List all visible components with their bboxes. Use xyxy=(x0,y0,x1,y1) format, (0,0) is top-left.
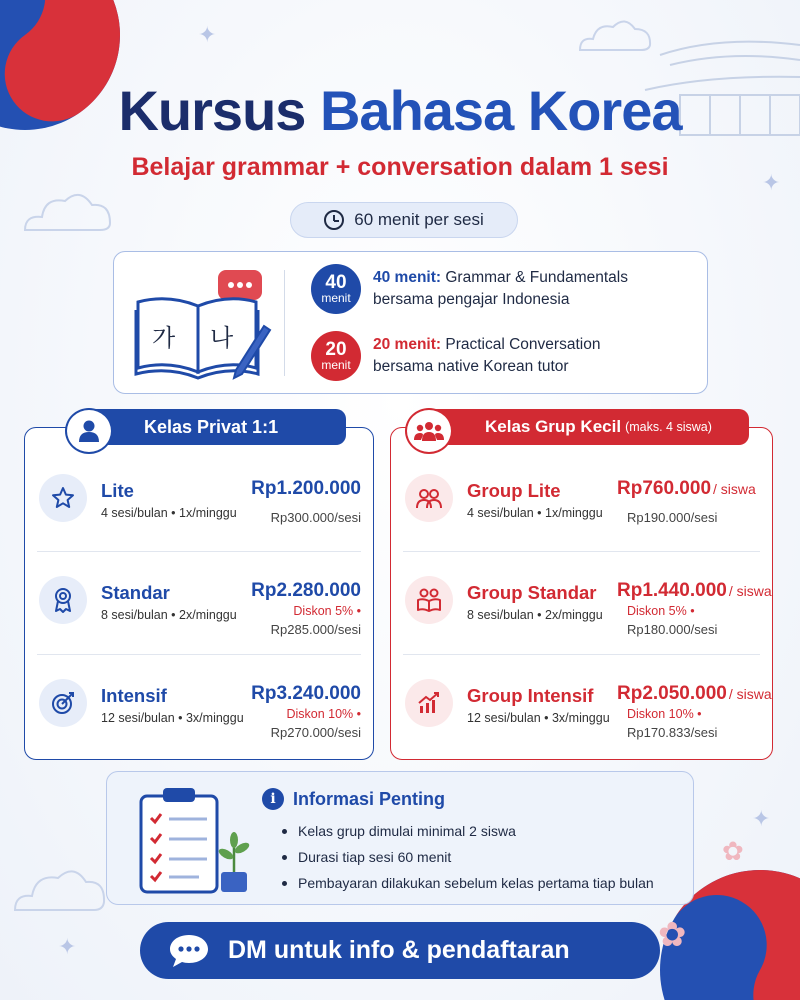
duration-text: 60 menit per sesi xyxy=(354,210,484,229)
cloud-icon xyxy=(20,185,115,235)
plan-unit-price: Rp270.000/sesi xyxy=(270,725,361,740)
plan-row-group-intensif xyxy=(403,655,772,755)
plan-name: Group Standar xyxy=(467,582,597,603)
title-part-2: Bahasa Korea xyxy=(319,79,682,142)
session-breakdown xyxy=(113,251,708,394)
book-people-icon xyxy=(405,576,453,624)
plan-name: Intensif xyxy=(101,685,167,706)
plan-discount: Diskon 10% • xyxy=(627,707,702,721)
clipboard-checklist-icon xyxy=(129,784,259,896)
flower-icon: ✿ xyxy=(722,836,744,866)
page-title xyxy=(0,78,800,143)
breakdown-item-conversation xyxy=(311,331,600,381)
info-header xyxy=(262,788,445,810)
plan-name: Standar xyxy=(101,582,170,603)
people-icon xyxy=(405,474,453,522)
award-icon xyxy=(39,576,87,624)
breakdown-label: 20 menit: xyxy=(373,336,442,353)
per-student-label: / siswa xyxy=(728,583,772,599)
breakdown-item-grammar xyxy=(311,264,628,314)
hangul-na: 나 xyxy=(210,324,234,352)
plan-frequency: 8 sesi/bulan • 2x/minggu xyxy=(101,608,237,622)
book-pen-icon xyxy=(128,262,273,386)
plan-frequency: 4 sesi/bulan • 1x/minggu xyxy=(467,506,603,520)
minutes-badge: 20 menit xyxy=(311,331,361,381)
breakdown-label: 40 menit: xyxy=(373,269,442,286)
people-group-icon xyxy=(405,408,453,454)
plan-discount: Diskon 5% • xyxy=(627,604,695,618)
plan-row-standar xyxy=(37,552,361,652)
divider xyxy=(284,270,285,376)
important-info-box xyxy=(106,771,694,905)
sparkle-icon: ✦ xyxy=(762,170,781,195)
sparkle-icon: ✦ xyxy=(198,22,217,47)
plan-price-line xyxy=(617,478,756,500)
plan-price: Rp3.240.000 xyxy=(251,683,361,704)
target-icon xyxy=(39,679,87,727)
breakdown-title: Practical Conversation xyxy=(445,336,601,353)
info-list xyxy=(282,818,654,896)
minutes-badge: 40 menit xyxy=(311,264,361,314)
plan-unit-price: Rp170.833/sesi xyxy=(627,725,718,740)
group-title: Kelas Grup Kecil xyxy=(485,417,622,436)
hangul-ga: 가 xyxy=(152,324,176,352)
group-pricing-card xyxy=(390,417,773,760)
list-item: Kelas grup dimulai minimal 2 siswa xyxy=(282,818,654,844)
breakdown-title: Grammar & Fundamentals xyxy=(445,269,628,286)
plan-price: Rp2.280.000 xyxy=(251,580,361,601)
plan-row-lite xyxy=(37,450,361,550)
plan-row-group-standar xyxy=(403,552,772,652)
per-student-label: / siswa xyxy=(728,686,772,702)
duration-pill xyxy=(290,202,518,238)
plan-price: Rp760.000 xyxy=(617,478,712,499)
plan-unit-price: Rp285.000/sesi xyxy=(270,622,361,637)
plan-price-line xyxy=(617,580,772,602)
title-part-1: Kursus xyxy=(118,79,306,142)
breakdown-desc: bersama native Korean tutor xyxy=(373,358,569,375)
plan-unit-price: Rp180.000/sesi xyxy=(627,622,718,637)
cta-label: DM untuk info & pendaftaran xyxy=(228,936,570,964)
clock-icon xyxy=(324,210,344,230)
plan-unit-price: Rp190.000/sesi xyxy=(627,510,718,525)
per-student-label: / siswa xyxy=(713,481,756,497)
plan-unit-price: Rp300.000/sesi xyxy=(270,510,361,525)
list-item: Durasi tiap sesi 60 menit xyxy=(282,844,654,870)
plan-discount: Diskon 5% • xyxy=(293,604,361,618)
sparkle-icon: ✦ xyxy=(752,806,771,831)
privat-title: Kelas Privat 1:1 xyxy=(144,416,279,437)
privat-pricing-card xyxy=(24,416,374,760)
flower-icon: ✿ xyxy=(658,916,687,954)
plan-price: Rp2.050.000 xyxy=(617,683,727,704)
plan-name: Group Lite xyxy=(467,480,561,501)
star-icon xyxy=(39,474,87,522)
plan-frequency: 12 sesi/bulan • 3x/minggu xyxy=(101,711,244,725)
plan-frequency: 4 sesi/bulan • 1x/minggu xyxy=(101,506,237,520)
plan-row-group-lite xyxy=(403,450,760,550)
sparkle-icon: ✦ xyxy=(58,934,77,959)
plan-frequency: 8 sesi/bulan • 2x/minggu xyxy=(467,608,603,622)
privat-card-header xyxy=(82,409,346,445)
plan-frequency: 12 sesi/bulan • 3x/minggu xyxy=(467,711,610,725)
group-card-header xyxy=(419,409,749,445)
list-item: Pembayaran dilakukan sebelum kelas pertama tiap bulan xyxy=(282,870,654,896)
plan-price: Rp1.440.000 xyxy=(617,580,727,601)
plan-name: Lite xyxy=(101,480,134,501)
group-title-note: (maks. 4 siswa) xyxy=(625,420,712,434)
chat-bubble-icon xyxy=(168,933,210,969)
plan-discount: Diskon 10% • xyxy=(286,707,361,721)
plan-name: Group Intensif xyxy=(467,685,594,706)
plan-row-intensif xyxy=(37,655,361,755)
breakdown-desc: bersama pengajar Indonesia xyxy=(373,291,570,308)
dm-cta-button[interactable] xyxy=(140,922,660,979)
growth-chart-icon xyxy=(405,679,453,727)
info-title: Informasi Penting xyxy=(293,788,446,809)
cloud-icon xyxy=(10,860,110,915)
plan-price: Rp1.200.000 xyxy=(251,478,361,499)
cloud-icon xyxy=(575,15,655,55)
subtitle: Belajar grammar + conversation dalam 1 sesi xyxy=(131,153,669,181)
info-icon: i xyxy=(262,788,284,810)
user-icon xyxy=(65,408,113,454)
plan-price-line xyxy=(617,683,772,705)
